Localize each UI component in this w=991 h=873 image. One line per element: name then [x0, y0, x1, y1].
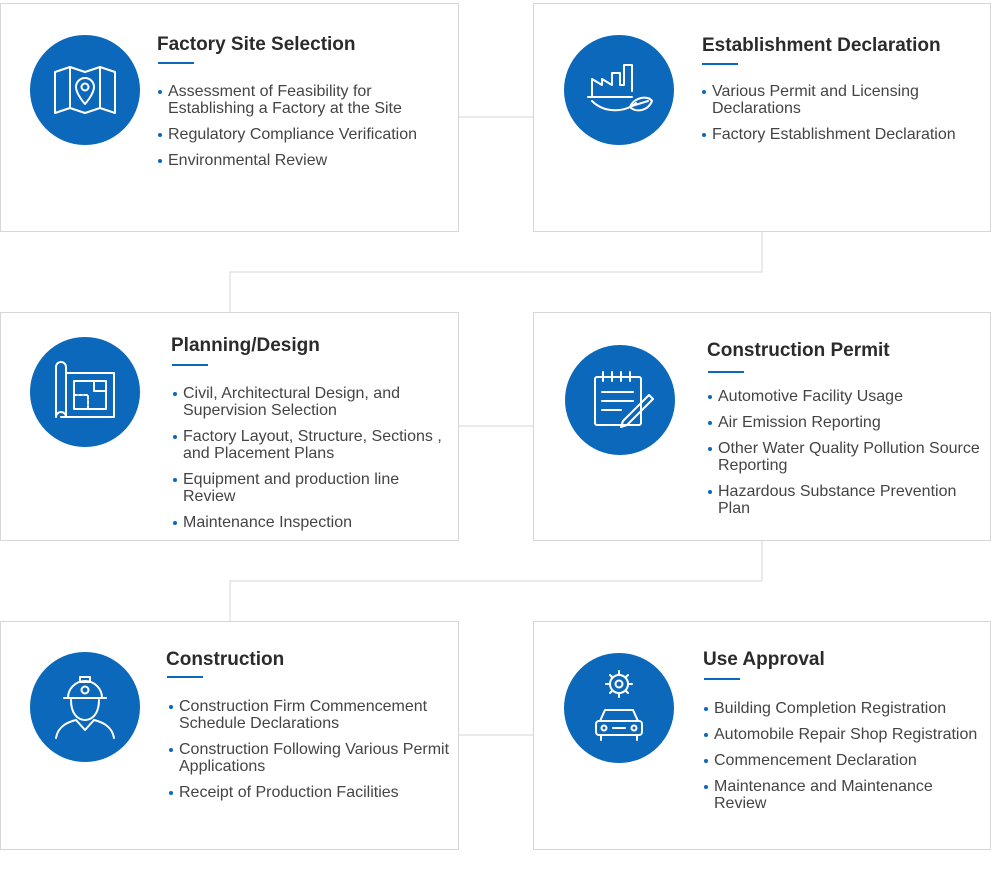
step-item-list: [708, 388, 986, 526]
list-item: Equipment and production line Review: [173, 471, 455, 505]
list-item: Environmental Review: [158, 152, 448, 169]
step-title: Establishment Declaration: [702, 35, 941, 56]
map-pin-icon: [30, 35, 140, 145]
list-item: Air Emission Reporting: [708, 414, 986, 431]
step-item-list: [173, 385, 455, 540]
list-item: Building Completion Registration: [704, 700, 986, 717]
step-item-list: [704, 700, 986, 821]
list-item: Civil, Architectural Design, and Supervision Selection: [173, 385, 455, 419]
list-item: Factory Establishment Declaration: [702, 126, 986, 143]
step-title: Planning/Design: [171, 335, 320, 356]
step-title: Construction: [166, 649, 285, 670]
step-card-site-selection: [0, 3, 459, 232]
title-underline: [708, 371, 744, 373]
step-card-establishment-declaration: [533, 3, 991, 232]
list-item: Factory Layout, Structure, Sections , and Placement Plans: [173, 428, 455, 462]
step-title: Construction Permit: [707, 340, 890, 361]
step-card-construction: [0, 621, 459, 850]
list-item: Regulatory Compliance Verification: [158, 126, 448, 143]
list-item: Other Water Quality Pollution Source Reporting: [708, 440, 986, 474]
list-item: Maintenance Inspection: [173, 514, 455, 531]
list-item: Assessment of Feasibility for Establishing a Factory at the Site: [158, 83, 448, 117]
list-item: Construction Firm Commencement Schedule Declarations: [169, 698, 453, 732]
list-item: Various Permit and Licensing Declarations: [702, 83, 986, 117]
gear-car-icon: [564, 653, 674, 763]
step-item-list: [158, 83, 448, 178]
list-item: Maintenance and Maintenance Review: [704, 778, 986, 812]
step-item-list: [169, 698, 453, 810]
factory-leaf-icon: [564, 35, 674, 145]
list-item: Automotive Facility Usage: [708, 388, 986, 405]
list-item: Receipt of Production Facilities: [169, 784, 453, 801]
title-underline: [702, 63, 738, 65]
worker-helmet-icon: [30, 652, 140, 762]
title-underline: [158, 62, 194, 64]
list-item: Hazardous Substance Prevention Plan: [708, 483, 986, 517]
blueprint-icon: [30, 337, 140, 447]
connector-2-3: [230, 231, 762, 312]
list-item: Automobile Repair Shop Registration: [704, 726, 986, 743]
notepad-pencil-icon: [565, 345, 675, 455]
list-item: Commencement Declaration: [704, 752, 986, 769]
step-item-list: [702, 83, 986, 152]
title-underline: [167, 676, 203, 678]
step-card-construction-permit: [533, 312, 991, 541]
step-card-use-approval: [533, 621, 991, 850]
title-underline: [172, 364, 208, 366]
step-title: Use Approval: [703, 649, 825, 670]
list-item: Construction Following Various Permit Applications: [169, 741, 453, 775]
connector-4-5: [230, 540, 762, 621]
title-underline: [704, 678, 740, 680]
step-title: Factory Site Selection: [157, 34, 356, 55]
step-card-planning-design: [0, 312, 459, 541]
